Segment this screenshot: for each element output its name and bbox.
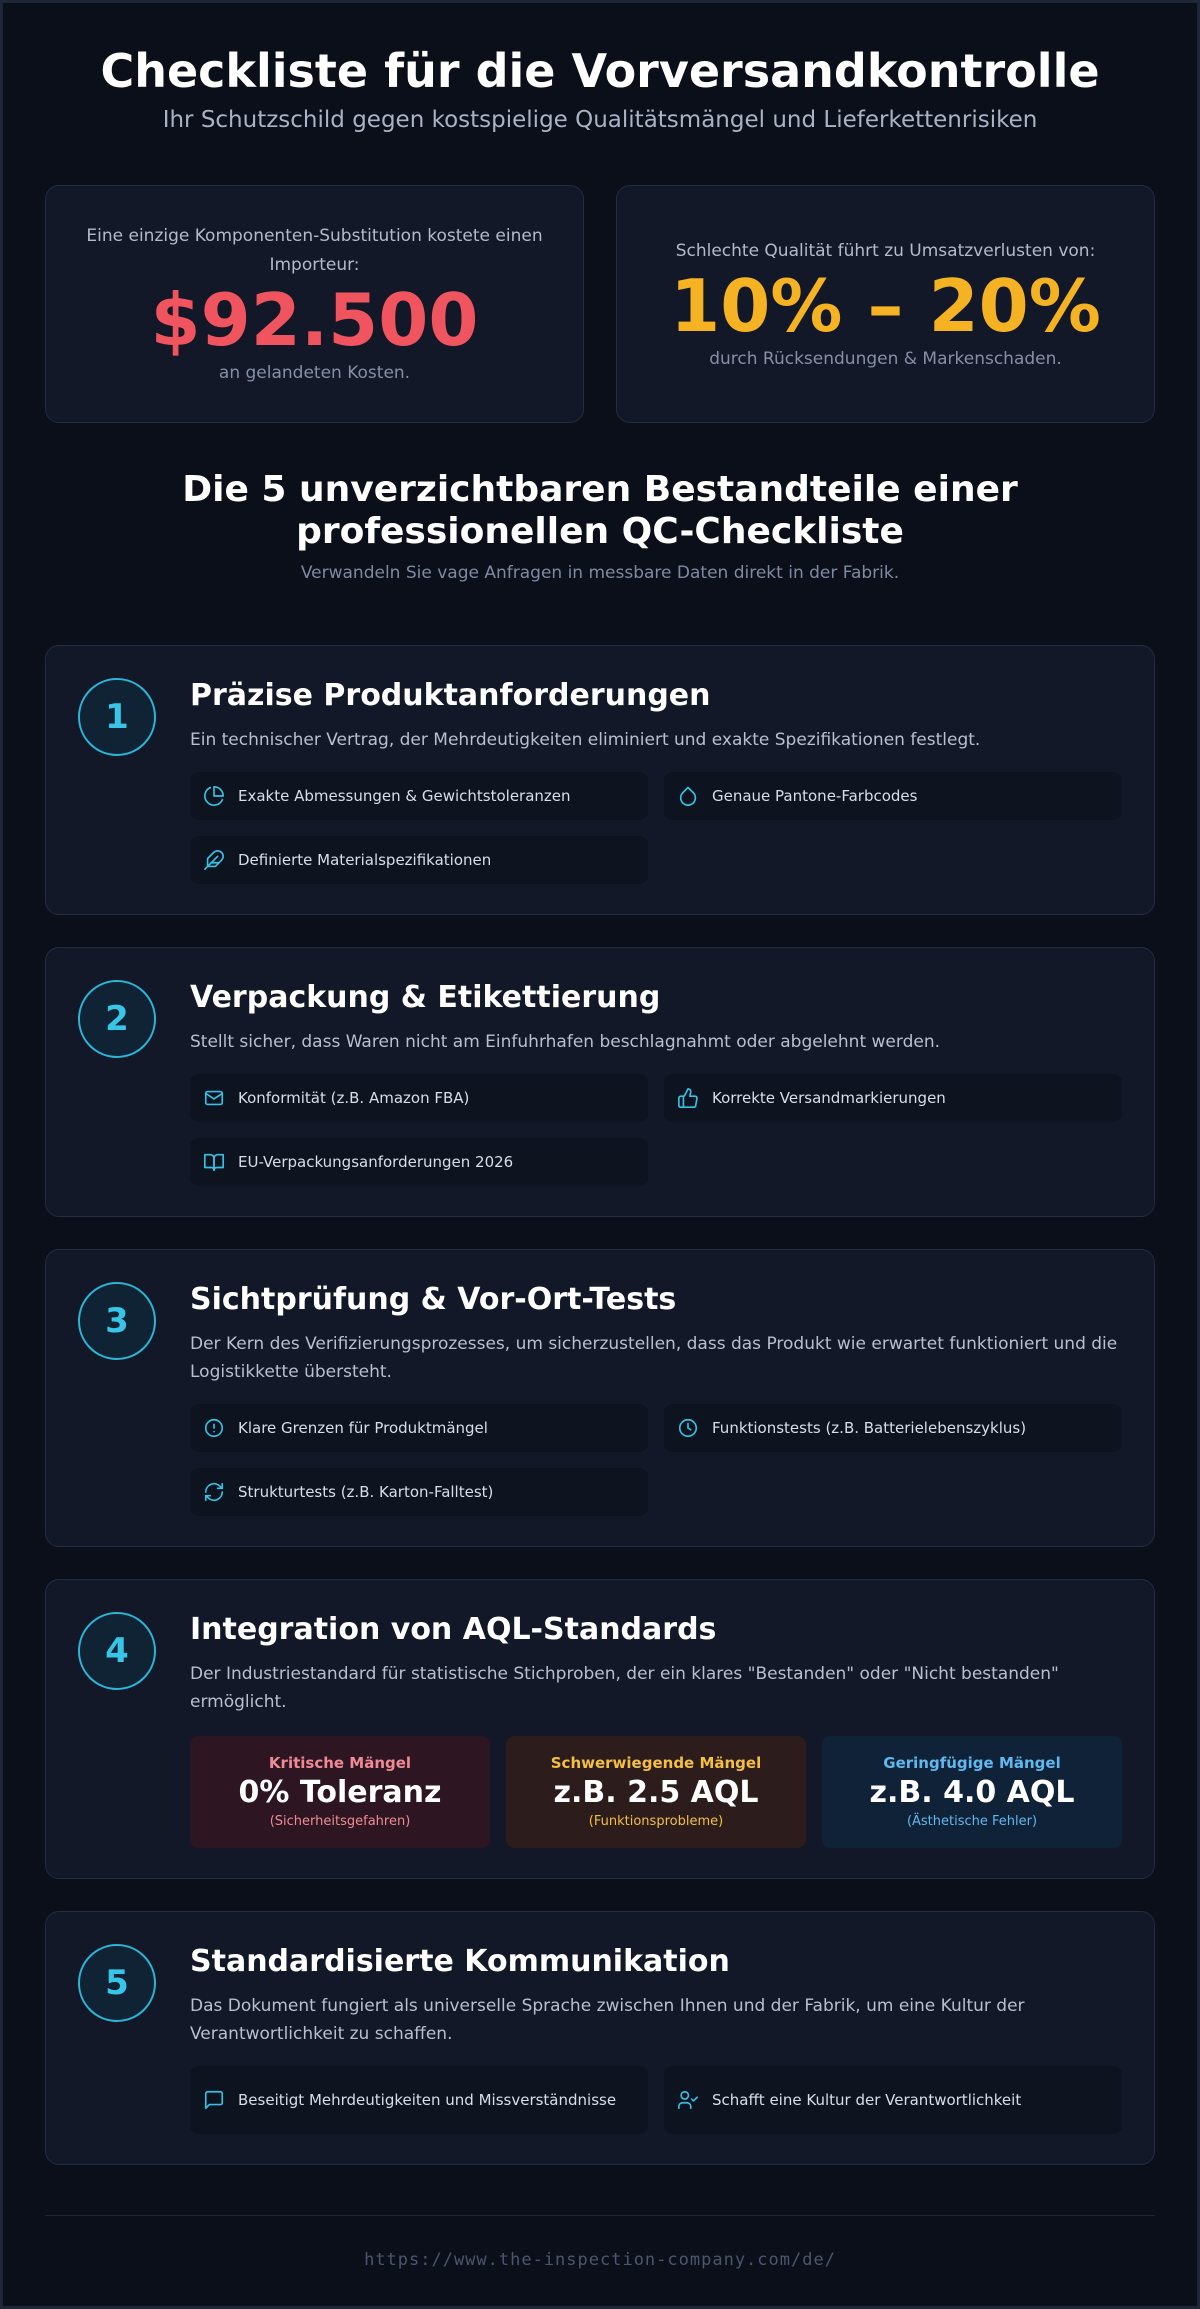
list-item <box>664 1074 1122 1122</box>
message-square-icon <box>202 2088 226 2112</box>
aql-label: Kritische Mängel <box>268 1754 412 1772</box>
section-title: Die 5 unverzichtbaren Bestandteile einer professionellen QC-Checkliste <box>182 469 1018 552</box>
component-card-5 <box>45 1911 1155 2165</box>
page-title: Checkliste für die Vorversandkontrolle <box>100 44 1100 98</box>
card-title: Präzise Produktanforderungen <box>190 678 711 713</box>
aql-levels <box>190 1736 1122 1848</box>
footer-divider <box>45 2215 1155 2216</box>
footer-url: https://www.the-inspection-company.com/de/ <box>364 2250 836 2270</box>
list-item <box>190 836 648 884</box>
list-item <box>664 772 1122 820</box>
list-item <box>190 1404 648 1452</box>
clock-icon <box>676 1416 700 1440</box>
component-card-1 <box>45 645 1155 915</box>
pie-chart-icon <box>202 784 226 808</box>
section-subtitle: Verwandeln Sie vage Anfragen in messbare Daten direkt in der Fabrik. <box>300 563 900 583</box>
stat-cost-caption: an gelandeten Kosten. <box>218 363 411 383</box>
stat-loss-intro: Schlechte Qualität führt zu Umsatzverlusten von: <box>675 240 1096 261</box>
list-item-label: Schafft eine Kultur der Verantwortlichkeit <box>712 2091 1022 2109</box>
step-number-badge: 3 <box>78 1282 156 1360</box>
list-item <box>190 772 648 820</box>
card-description: Der Industriestandard für statistische Stichproben, der ein klares "Bestanden" oder "Nicht bestanden" ermöglicht. <box>190 1664 1059 1712</box>
stats-row <box>45 185 1155 423</box>
step-number-badge: 4 <box>78 1612 156 1690</box>
list-item-label: Beseitigt Mehrdeutigkeiten und Missverständnisse <box>238 2091 617 2109</box>
aql-label: Schwerwiegende Mängel <box>550 1754 762 1772</box>
component-card-2 <box>45 947 1155 1217</box>
step-number-badge: 1 <box>78 678 156 756</box>
list-item <box>664 2066 1122 2134</box>
requirement-list <box>190 1074 1122 1186</box>
list-item-label: Strukturtests (z.B. Karton-Falltest) <box>238 1483 494 1501</box>
list-item-label: Klare Grenzen für Produktmängel <box>238 1419 488 1437</box>
book-open-icon <box>202 1150 226 1174</box>
list-item-label: Definierte Materialspezifikationen <box>238 851 492 869</box>
list-item-label: Funktionstests (z.B. Batterielebenszyklus) <box>712 1419 1027 1437</box>
card-description: Ein technischer Vertrag, der Mehrdeutigkeiten eliminiert und exakte Spezifikationen festlegt. <box>190 730 981 750</box>
stat-cost-intro: Eine einzige Komponenten-Substitution kostete einen Importeur: <box>86 226 543 275</box>
step-number-badge: 2 <box>78 980 156 1058</box>
list-item-label: EU-Verpackungsanforderungen 2026 <box>238 1153 514 1171</box>
list-item-label: Konformität (z.B. Amazon FBA) <box>238 1089 470 1107</box>
aql-label: Geringfügige Mängel <box>883 1754 1061 1772</box>
card-title: Standardisierte Kommunikation <box>190 1944 730 1979</box>
aql-minor-box <box>822 1736 1122 1848</box>
list-item <box>190 1468 648 1516</box>
stat-cost-value: $92.500 <box>150 278 479 362</box>
user-check-icon <box>676 2088 700 2112</box>
page-subtitle: Ihr Schutzschild gegen kostspielige Qualitätsmängel und Lieferkettenrisiken <box>162 107 1038 133</box>
thumbs-up-icon <box>676 1086 700 1110</box>
droplet-icon <box>676 784 700 808</box>
requirement-list <box>190 772 1122 884</box>
requirement-list <box>190 2066 1122 2134</box>
list-item <box>664 1404 1122 1452</box>
card-description: Stellt sicher, dass Waren nicht am Einfuhrhafen beschlagnahmt oder abgelehnt werden. <box>190 1032 940 1052</box>
aql-note: (Ästhetische Fehler) <box>906 1814 1038 1829</box>
aql-value: z.B. 2.5 AQL <box>553 1775 759 1810</box>
card-title: Verpackung & Etikettierung <box>190 980 661 1015</box>
aql-value: 0% Toleranz <box>238 1775 442 1810</box>
list-item-label: Exakte Abmessungen & Gewichtstoleranzen <box>238 787 571 805</box>
list-item-label: Genaue Pantone-Farbcodes <box>712 787 918 805</box>
stat-loss-value: 10% – 20% <box>670 263 1101 348</box>
list-item <box>190 1138 648 1186</box>
aql-note: (Sicherheitsgefahren) <box>269 1814 411 1829</box>
stat-loss-caption: durch Rücksendungen & Markenschaden. <box>709 348 1062 369</box>
step-number-badge: 5 <box>78 1944 156 2022</box>
card-description: Der Kern des Verifizierungsprozesses, um sicherzustellen, dass das Produkt wie erwartet funktioniert und die Logistikkette übersteht. <box>190 1334 1118 1382</box>
card-title: Integration von AQL-Standards <box>190 1612 717 1647</box>
card-description: Das Dokument fungiert als universelle Sprache zwischen Ihnen und der Fabrik, um eine Kultur der Verantwortlichkeit zu schaffen. <box>190 1996 1025 2044</box>
refresh-icon <box>202 1480 226 1504</box>
component-card-3 <box>45 1249 1155 1547</box>
mail-icon <box>202 1086 226 1110</box>
stat-card-cost <box>45 185 584 423</box>
aql-critical-box <box>190 1736 490 1848</box>
aql-value: z.B. 4.0 AQL <box>869 1775 1075 1810</box>
alert-circle-icon <box>202 1416 226 1440</box>
requirement-list <box>190 1404 1122 1516</box>
feather-icon <box>202 848 226 872</box>
stat-card-revenue-loss <box>616 185 1155 423</box>
list-item-label: Korrekte Versandmarkierungen <box>712 1089 946 1107</box>
list-item <box>190 2066 648 2134</box>
list-item <box>190 1074 648 1122</box>
aql-note: (Funktionsprobleme) <box>588 1814 724 1829</box>
aql-major-box <box>506 1736 806 1848</box>
card-title: Sichtprüfung & Vor-Ort-Tests <box>190 1282 677 1317</box>
component-card-4 <box>45 1579 1155 1879</box>
